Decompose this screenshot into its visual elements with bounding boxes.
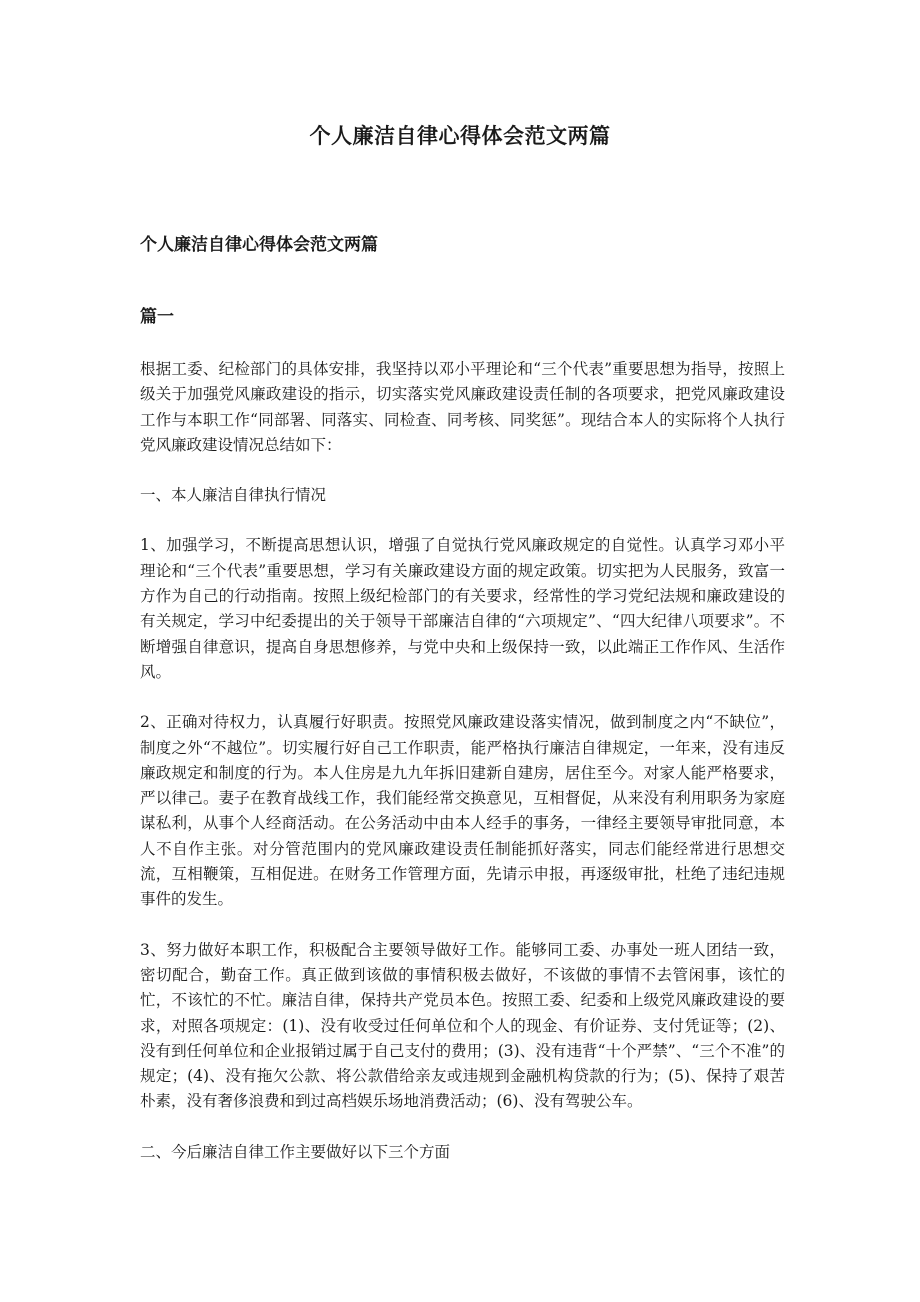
paragraph-intro: 根据工委、纪检部门的具体安排，我坚持以邓小平理论和“三个代表”重要思想为指导，按照上级关于加强党风廉政建设的指示，切实落实党风廉政建设责任制的各项要求，把党风廉政建设工作与本职工作“同部署、同落实、同检查、同考核、同奖惩”。现结合本人的实际将个人执行党风廉政建设情况总结如下： <box>140 360 785 454</box>
paragraph-item-1: 1、加强学习，不断提高思想认识，增强了自觉执行党风廉政规定的自觉性。认真学习邓小平理论和“三个代表”重要思想，学习有关廉政建设方面的规定政策。切实把为人民服务，致富一方作为自己的行动指南。按照上级纪检部门的有关要求，经常性的学习党纪法规和廉政建设的有关规定，学习中纪委提出的关于领导干部廉洁自律的“六项规定”、“四大纪律八项要求”。不断增强自律意识，提高自身思想修养，与党中央和上级保持一致，以此端正工作作风、生活作风。 <box>140 536 785 681</box>
paragraph-item-3: 3、努力做好本职工作，积极配合主要领导做好工作。能够同工委、办事处一班人团结一致，密切配合，勤奋工作。真正做到该做的事情积极去做好，不该做的事情不去管闲事，该忙的忙，不该忙的不忙。廉洁自律，保持共产党员本色。按照工委、纪委和上级党风廉政建设的要求，对照各项规定：(1)、没有收受过任何单位和个人的现金、有价证券、支付凭证等；(2)、没有到任何单位和企业报销过属于自己支付的费用；(3)、没有违背“十个严禁”、“三个不准”的规定；(4)、没有拖欠公款、将公款借给亲友或违规到金融机构贷款的行为；(5)、保持了艰苦朴素，没有奢侈浪费和到过高档娱乐场地消费活动；(6)、没有驾驶公车。 <box>140 940 785 1111</box>
document-body <box>140 232 785 1165</box>
paragraph-item-2: 2、正确对待权力，认真履行好职责。按照党风廉政建设落实情况，做到制度之内“不缺位”，制度之外“不越位”。切实履行好自己工作职责，能严格执行廉洁自律规定，一年来，没有违反廉政规定和制度的行为。本人住房是九九年拆旧建新自建房，居住至今。对家人能严格要求，严以律己。妻子在教育战线工作，我们能经常交换意见，互相督促，从来没有利用职务为家庭谋私利，从事个人经商活动。在公务活动中由本人经手的事务，一律经主要领导审批同意，本人不自作主张。对分管范围内的党风廉政建设责任制能抓好落实，同志们能经常进行思想交流，互相鞭策，互相促进。在财务工作管理方面，先请示申报，再逐级审批，杜绝了违纪违规事件的发生。 <box>140 713 785 909</box>
section-heading: 篇一 <box>140 307 174 327</box>
paragraph-heading-two: 二、今后廉洁自律工作主要做好以下三个方面 <box>140 1142 451 1161</box>
document-subtitle: 个人廉洁自律心得体会范文两篇 <box>140 235 378 255</box>
document-title: 个人廉洁自律心得体会范文两篇 <box>309 123 611 148</box>
paragraph-heading-one: 一、本人廉洁自律执行情况 <box>140 486 327 505</box>
